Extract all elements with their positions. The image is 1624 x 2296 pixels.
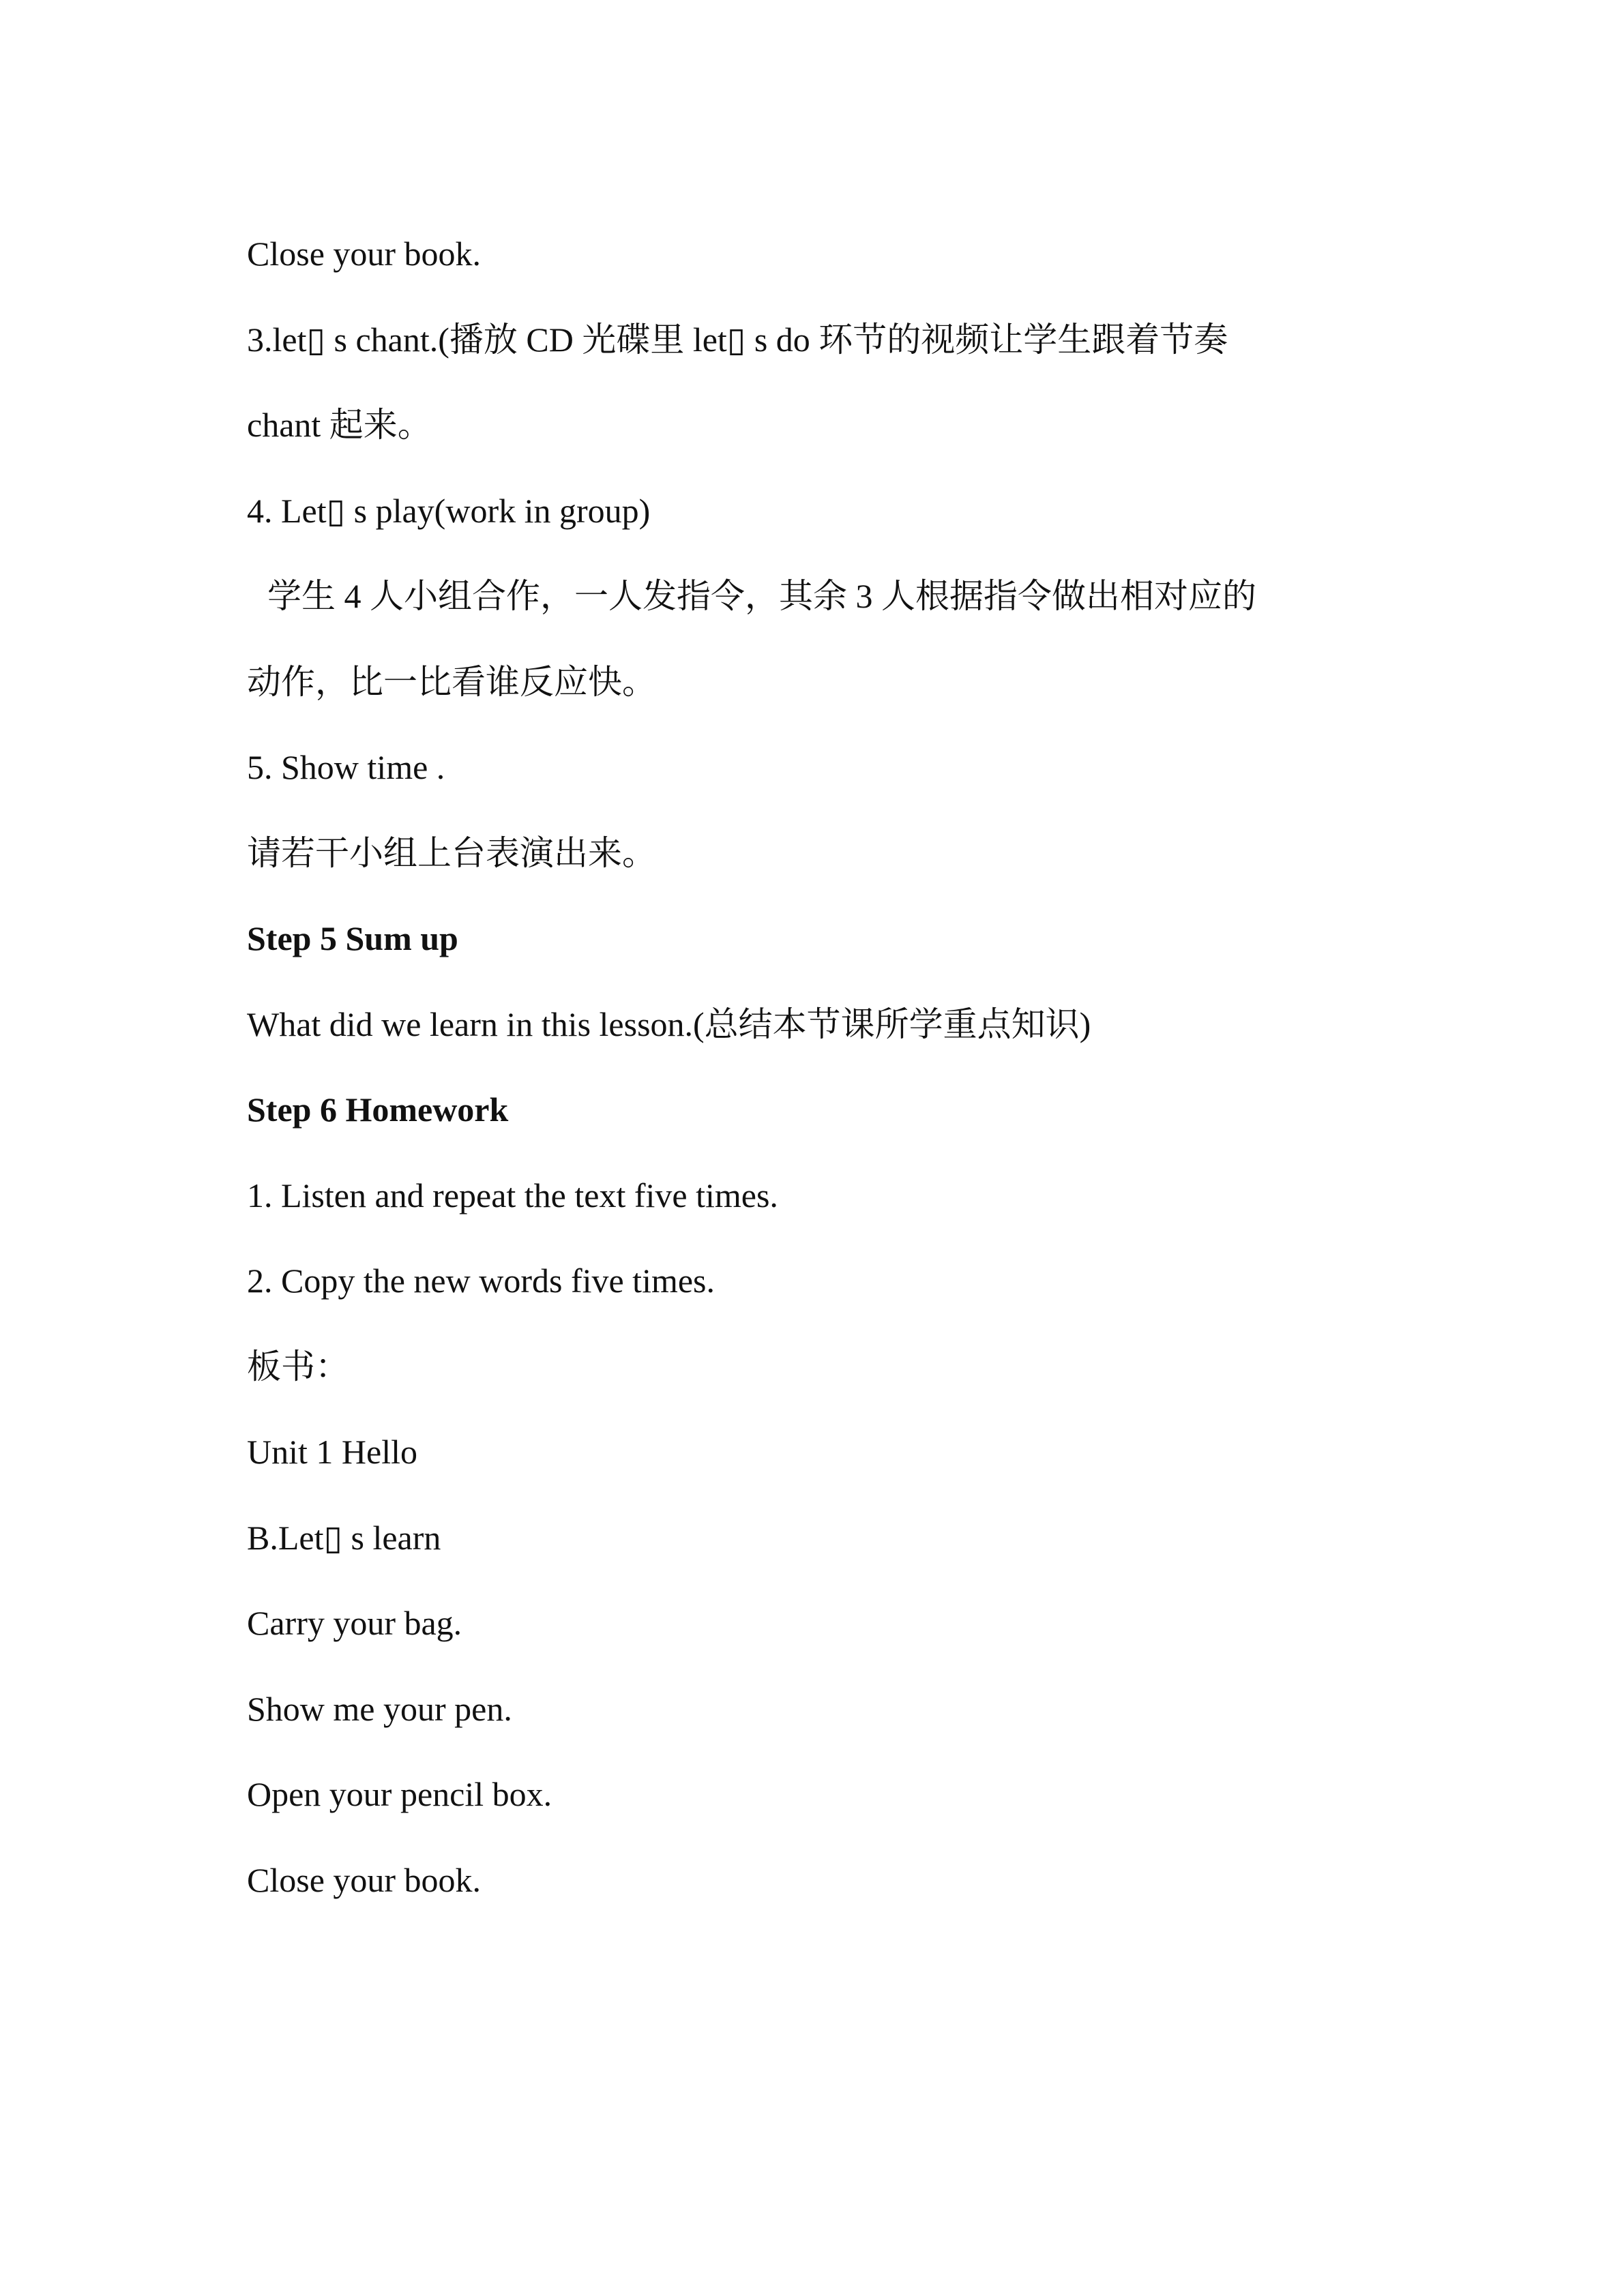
text-line: chant 起来。 [247,406,432,444]
section-heading: Step 5 Sum up [247,919,458,957]
text-line: 3.let▯ s chant.(播放 CD 光碟里 let▯ s do 环节的视频让学生跟着节奏 [247,320,1228,359]
text-line: 板书： [247,1347,349,1386]
text-line: Open your pencil box. [247,1775,552,1813]
text-line: B.Let▯ s learn [247,1518,441,1557]
text-line: Close your book. [247,235,482,273]
text-line: Close your book. [247,1860,482,1899]
text-line: 请若干小组上台表演出来。 [247,833,656,872]
document-body [247,211,1393,1923]
text-line: 4. Let▯ s play(work in group) [247,491,651,530]
text-line: Carry your bag. [247,1604,462,1642]
text-line: Show me your pen. [247,1689,512,1728]
text-line: 动作，比一比看谁反应快。 [247,662,656,701]
text-line: 学生 4 人小组合作，一人发指令，其余 3 人根据指令做出相对应的 [267,577,1256,615]
text-line: 5. Show time . [247,748,445,786]
text-line: 2. Copy the new words five times. [247,1262,715,1300]
text-line: What did we learn in this lesson.(总结本节课所学重点知识) [247,1004,1091,1043]
text-line: Unit 1 Hello [247,1433,417,1471]
section-heading: Step 6 Homework [247,1090,509,1129]
text-line: 1. Listen and repeat the text five times. [247,1176,778,1214]
